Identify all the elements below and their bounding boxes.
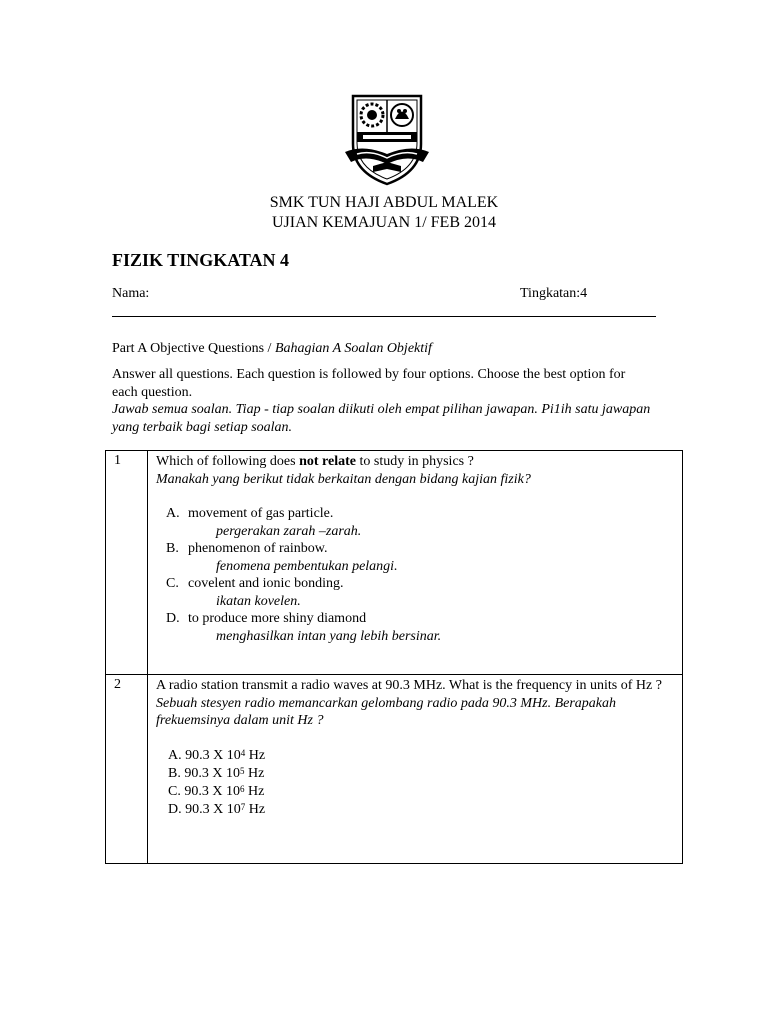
question-text-en: A radio station transmit a radio waves at 90.3 MHz. What is the frequency in units of Hz ? (156, 678, 662, 693)
exam-title: UJIAN KEMAJUAN 1/ FEB 2014 (271, 214, 496, 231)
option-unit: Hz (244, 765, 265, 781)
option-b[interactable] (156, 765, 674, 783)
option-d[interactable] (156, 801, 674, 819)
option-b-ms: fenomena pembentukan pelangi. (216, 558, 398, 574)
question-text-ms: Manakah yang berikut tidak berkaitan dengan bidang kajian fizik? (156, 471, 531, 487)
option-unit: Hz (245, 747, 266, 763)
option-letter: C. (166, 576, 179, 591)
instructions-en: Answer all questions. Each question is followed by four options. Choose the best option for each question. (112, 367, 626, 400)
part-heading (112, 340, 432, 358)
school-crest-logo (343, 92, 431, 188)
option-a[interactable] (156, 505, 674, 523)
options-list (156, 505, 674, 645)
option-letter: D. (166, 611, 180, 626)
option-b[interactable] (156, 540, 674, 558)
school-name: SMK TUN HAJI ABDUL MALEK (269, 194, 499, 211)
option-text-en: phenomenon of rainbow. (188, 541, 328, 556)
option-a-ms: pergerakan zarah –zarah. (216, 523, 362, 539)
question-row (106, 451, 683, 675)
option-exponent: 4 (240, 747, 246, 758)
question-row (106, 675, 683, 864)
option-text-en: covelent and ionic bonding. (188, 576, 344, 591)
question-number: 1 (106, 451, 148, 675)
question-body (148, 675, 683, 864)
question-text-bold: not relate (299, 454, 356, 469)
option-unit: Hz (245, 801, 266, 817)
option-text-en: movement of gas particle. (188, 506, 334, 521)
option-d[interactable] (156, 610, 674, 628)
option-c-ms: ikatan kovelen. (216, 593, 301, 609)
option-d-ms: menghasilkan intan yang lebih bersinar. (216, 628, 442, 644)
option-c[interactable] (156, 575, 674, 593)
option-exponent: 5 (239, 765, 245, 776)
option-exponent: 6 (239, 783, 245, 794)
option-letter: A. (166, 506, 180, 521)
question-text-post: to study in physics ? (355, 454, 474, 469)
options-list (156, 747, 674, 819)
question-text-en (156, 453, 674, 471)
option-text: B. 90.3 X 10 (168, 765, 240, 781)
question-body (148, 451, 683, 675)
nama-label: Nama: (112, 286, 150, 301)
option-letter: B. (166, 541, 179, 556)
option-a[interactable] (156, 747, 674, 765)
questions-table (105, 450, 683, 864)
instructions-ms: Jawab semua soalan. Tiap - tiap soalan diikuti oleh empat pilihan jawapan. Pi1ih satu jawapan yang terbaik bagi setiap soalan. (112, 402, 651, 435)
part-title-en: Part A Objective Questions / (112, 341, 275, 356)
subject-title: FIZIK TINGKATAN 4 (112, 250, 290, 270)
name-underline (112, 316, 656, 317)
option-unit: Hz (244, 783, 265, 799)
question-number: 2 (106, 675, 148, 864)
option-c[interactable] (156, 783, 674, 801)
part-title-ms: Bahagian A Soalan Objektif (274, 341, 432, 356)
option-text-en: to produce more shiny diamond (188, 611, 367, 626)
option-text: A. 90.3 X 10 (168, 747, 241, 763)
option-exponent: 7 (240, 801, 246, 812)
question-text-ms: Sebuah stesyen radio memancarkan gelombang radio pada 90.3 MHz. Berapakah frekuemsinya dalam unit Hz ? (156, 695, 616, 728)
tingkatan-label: Tingkatan:4 (520, 286, 588, 301)
option-text: C. 90.3 X 10 (168, 783, 240, 799)
option-text: D. 90.3 X 10 (168, 801, 241, 817)
question-text-pre: Which of following does (156, 454, 300, 469)
